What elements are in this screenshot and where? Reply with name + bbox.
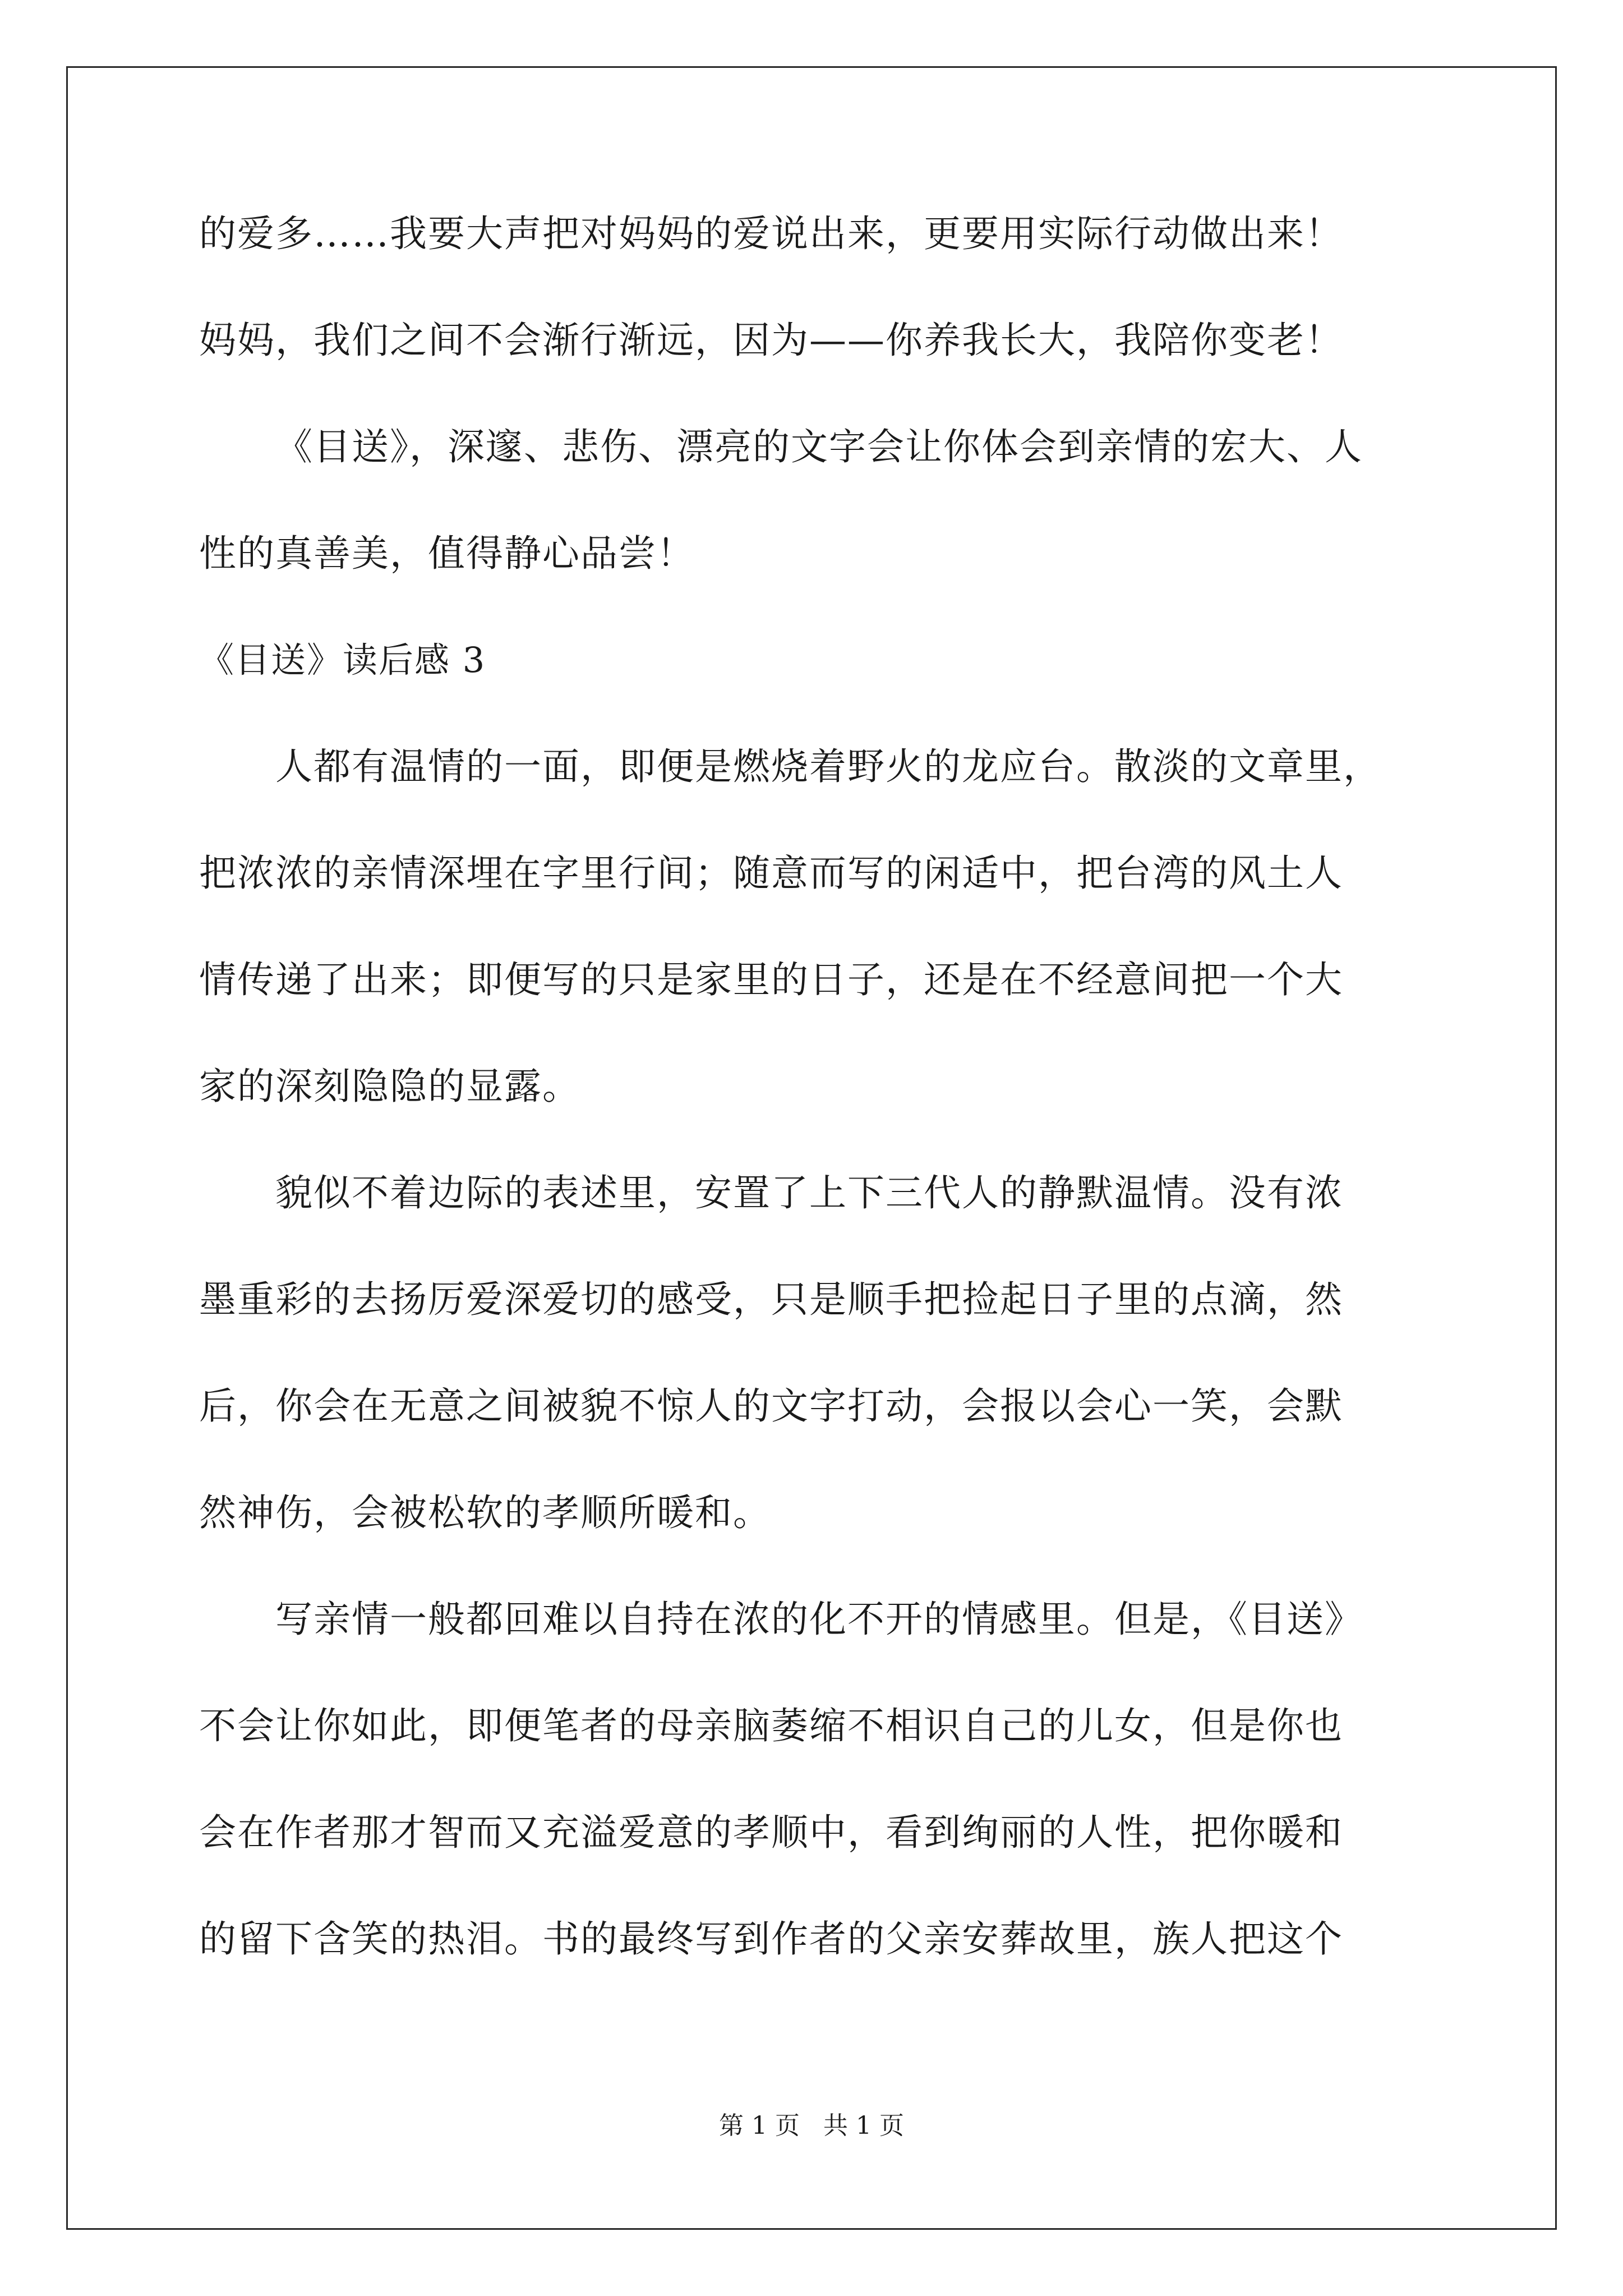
paragraph-line: 貌似不着边际的表述里，安置了上下三代人的静默温情。没有浓 bbox=[275, 1171, 1343, 1214]
paragraph-line: 人都有温情的一面，即便是燃烧着野火的龙应台。散淡的文章里， bbox=[275, 745, 1381, 788]
paragraph-line: 家的深刻隐隐的显露。 bbox=[199, 1065, 580, 1108]
document-body bbox=[199, 209, 1450, 2021]
paragraph-line: 会在作者那才智而又充溢爱意的孝顺中，看到绚丽的人性，把你暖和 bbox=[199, 1811, 1343, 1854]
paragraph-line: 把浓浓的亲情深埋在字里行间；随意而写的闲适中，把台湾的风土人 bbox=[199, 852, 1343, 895]
paragraph-line: 墨重彩的去扬厉爱深爱切的感受，只是顺手把捡起日子里的点滴，然 bbox=[199, 1278, 1343, 1321]
paragraph-line: 《目送》，深邃、悲伤、漂亮的文字会让你体会到亲情的宏大、人 bbox=[275, 425, 1363, 468]
paragraph-line: 不会让你如此，即便笔者的母亲脑萎缩不相识自己的儿女，但是你也 bbox=[199, 1704, 1343, 1747]
section-heading: 《目送》读后感 3 bbox=[199, 639, 486, 680]
page-total: 共 1 页 bbox=[823, 2111, 904, 2140]
page-footer bbox=[0, 2109, 1623, 2143]
paragraph-line: 然神伤，会被松软的孝顺所暖和。 bbox=[199, 1491, 771, 1534]
paragraph-line: 的爱多……我要大声把对妈妈的爱说出来，更要用实际行动做出来！ bbox=[199, 212, 1343, 255]
page-number: 第 1 页 bbox=[719, 2111, 800, 2140]
paragraph-line: 写亲情一般都回难以自持在浓的化不开的情感里。但是，《目送》 bbox=[275, 1598, 1363, 1641]
paragraph-line: 的留下含笑的热泪。书的最终写到作者的父亲安葬故里，族人把这个 bbox=[199, 1917, 1343, 1961]
paragraph-line: 后，你会在无意之间被貌不惊人的文字打动，会报以会心一笑，会默 bbox=[199, 1384, 1343, 1428]
paragraph-line: 性的真善美，值得静心品尝！ bbox=[199, 532, 695, 575]
paragraph-line: 情传递了出来；即便写的只是家里的日子，还是在不经意间把一个大 bbox=[199, 958, 1343, 1001]
paragraph-line: 妈妈，我们之间不会渐行渐远，因为——你养我长大，我陪你变老！ bbox=[199, 319, 1343, 362]
